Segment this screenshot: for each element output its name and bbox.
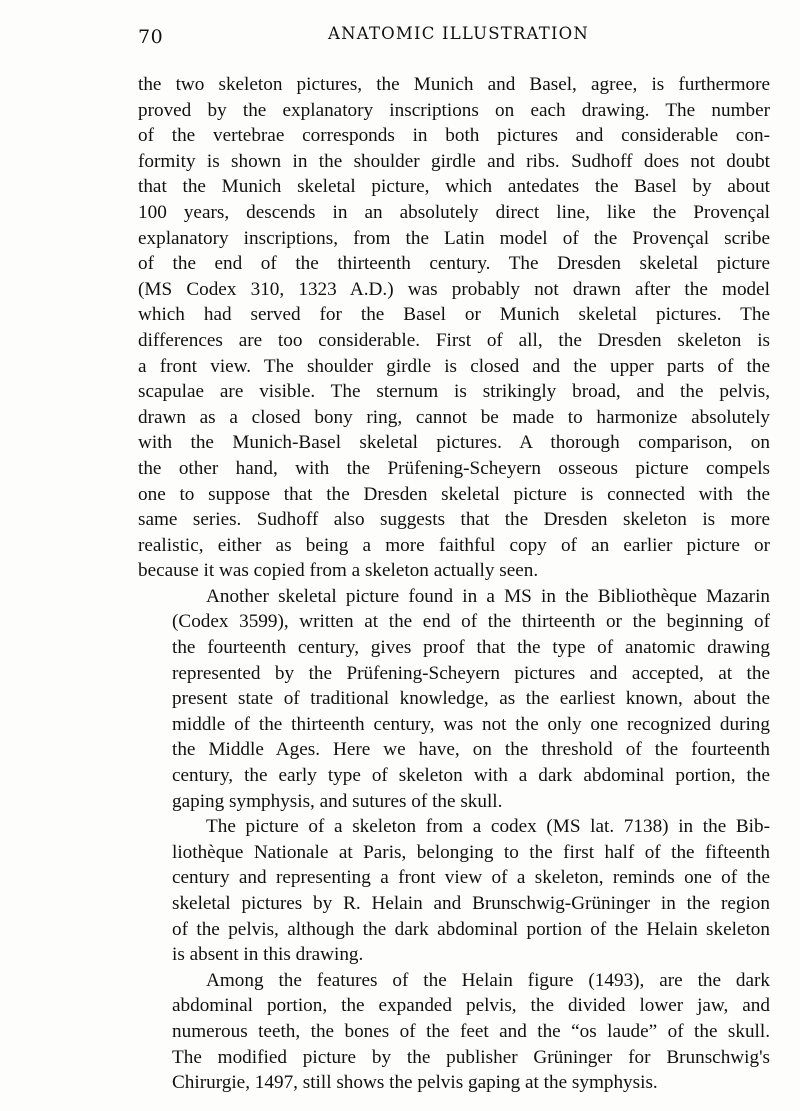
text-line: Chirurgie, 1497, still shows the pelvis gaping at the symphysis.: [172, 1072, 658, 1094]
text-line: with the Munich-Basel skeletal pictures. A thorough comparison, on: [138, 432, 770, 454]
text-line: century, the early type of skeleton with a dark abdominal portion, the: [172, 765, 770, 787]
text-line: of the pelvis, although the dark abdominal portion of the Helain skeleton: [172, 918, 770, 940]
text-line: abdominal portion, the expanded pelvis, the divided lower jaw, and: [172, 995, 770, 1017]
paragraph-2: [138, 584, 770, 814]
text-line: liothèque Nationale at Paris, belonging to the first half of the fifteenth: [172, 841, 770, 863]
text-line: middle of the thirteenth century, was not the only one recognized during: [172, 713, 770, 735]
text-line: skeletal pictures by R. Helain and Brunschwig-Grüninger in the region: [172, 893, 770, 914]
text-line: present state of traditional knowledge, as the earliest known, about the: [172, 688, 770, 710]
body-text: [138, 72, 770, 1096]
text-line: formity is shown in the shoulder girdle and ribs. Sudhoff does not doubt: [138, 150, 770, 172]
text-line: drawn as a closed bony ring, cannot be made to harmonize absolutely: [138, 406, 770, 428]
text-line: a front view. The shoulder girdle is closed and the upper parts of the: [138, 355, 770, 377]
text-line: differences are too considerable. First of all, the Dresden skeleton is: [138, 329, 770, 351]
text-line: (Codex 3599), written at the end of the thirteenth or the beginning of: [172, 611, 770, 633]
running-title: ANATOMIC ILLUSTRATION: [328, 24, 590, 43]
paragraph-1: [138, 72, 770, 584]
text-line: of the vertebrae corresponds in both pictures and considerable con-: [138, 125, 770, 147]
text-line: century and representing a front view of a skeleton, reminds one of the: [172, 867, 770, 889]
text-line: the other hand, with the Prüfening-Scheyern osseous picture compels: [138, 457, 770, 479]
text-line: explanatory inscriptions, from the Latin model of the Provençal scribe: [138, 227, 770, 249]
text-line: realistic, either as being a more faithful copy of an earlier picture or: [138, 534, 770, 556]
text-line: Another skeletal picture found in a MS in the Bibliothèque Mazarin: [206, 585, 770, 607]
text-line: (MS Codex 310, 1323 A.D.) was probably not drawn after the model: [138, 278, 770, 300]
text-line: the Middle Ages. Here we have, on the threshold of the fourteenth: [172, 739, 770, 761]
text-line: is absent in this drawing.: [172, 944, 364, 966]
text-line: one to suppose that the Dresden skeletal picture is connected with the: [138, 483, 770, 505]
text-line: numerous teeth, the bones of the feet and the “os laude” of the skull.: [172, 1020, 770, 1042]
text-line: The picture of a skeleton from a codex (MS lat. 7138) in the Bib-: [206, 816, 770, 838]
text-line: of the end of the thirteenth century. The Dresden skeletal picture: [138, 253, 770, 275]
text-line: The modified picture by the publisher Grüninger for Brunschwig's: [172, 1046, 770, 1068]
text-line: which had served for the Basel or Munich skeletal pictures. The: [138, 304, 770, 326]
paragraph-4: [138, 968, 770, 1096]
text-line: gaping symphysis, and sutures of the skull.: [172, 790, 503, 812]
page-number: 70: [138, 26, 164, 48]
text-line: the two skeleton pictures, the Munich and Basel, agree, is furthermore: [138, 74, 770, 95]
text-line: proved by the explanatory inscriptions on each drawing. The number: [138, 99, 770, 121]
paragraph-3: [138, 814, 770, 968]
text-line: that the Munich skeletal picture, which antedates the Basel by about: [138, 176, 770, 198]
running-head: [138, 22, 760, 48]
text-line: 100 years, descends in an absolutely direct line, like the Provençal: [138, 201, 770, 223]
text-line: same series. Sudhoff also suggests that the Dresden skeleton is more: [138, 509, 770, 531]
text-line: because it was copied from a skeleton actually seen.: [138, 560, 539, 582]
text-line: represented by the Prüfening-Scheyern pictures and accepted, at the: [172, 662, 770, 684]
text-line: scapulae are visible. The sternum is strikingly broad, and the pelvis,: [138, 381, 770, 403]
text-line: Among the features of the Helain figure (1493), are the dark: [206, 969, 770, 991]
text-line: the fourteenth century, gives proof that the type of anatomic drawing: [172, 637, 770, 659]
